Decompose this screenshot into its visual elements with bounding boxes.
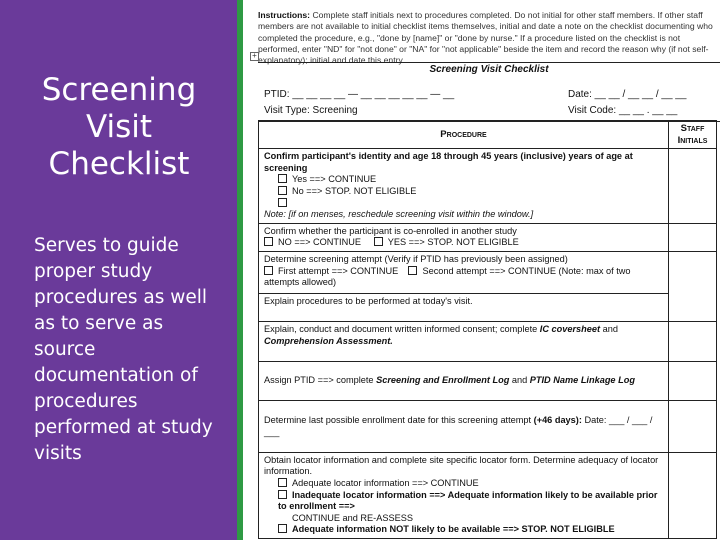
enrollment-date-text: Determine last possible enrollment date for this screening attempt [264,415,534,426]
form-header [258,62,720,122]
enrollment-date-cell [259,401,669,452]
initials-cell[interactable] [669,361,717,401]
slide-title: Screening Visit Checklist [41,72,197,182]
inadequate-locator-label: Inadequate locator information ==> Adequate information likely to be available prior to enrollment ==> [278,489,658,512]
initials-cell[interactable] [669,321,717,361]
procedure-header: Procedure [259,121,669,149]
visit-code-field: Visit Code: __ __ . __ __ [568,105,678,116]
checkbox-icon[interactable] [278,490,287,499]
coenrolled-no-option[interactable] [264,237,361,247]
identity-blank-option[interactable] [264,198,663,210]
initials-cell[interactable] [669,401,717,452]
initials-cell[interactable] [669,251,717,321]
initials-cell[interactable] [669,223,717,251]
ptid-linkage-log-text: PTID Name Linkage Log [529,375,635,386]
enrollment-days-text: (+46 days): [533,415,582,426]
attempt-text: Determine screening attempt (Verify if PTID has previously been assigned) [264,253,568,264]
form-title: Screening Visit Checklist [429,64,549,75]
table-row [259,251,717,321]
coenrolled-text: Confirm whether the participant is co-enrolled in another study [264,225,517,236]
table-row [259,361,717,401]
enrollment-date-field[interactable]: Date: ___ / ___ / ___ [264,415,653,437]
table-row [259,149,717,224]
accent-bar [237,0,243,540]
ptid-field: PTID: __ __ __ __ — __ __ __ __ __ — __ [264,89,455,100]
first-attempt-label: First attempt ==> CONTINUE [278,265,399,276]
visit-type-field: Visit Type: Screening [264,105,358,116]
identity-yes-option[interactable] [264,174,663,186]
assign-ptid-cell [259,361,669,401]
not-likely-label: Adequate information NOT likely to be available ==> STOP. NOT ELIGIBLE [292,524,615,535]
identity-text: Confirm participant's identity and age 18 through 45 years (inclusive) years of age at screening [264,151,633,173]
coenrolled-no-label: NO ==> CONTINUE [278,237,361,248]
coenrolled-cell [259,223,669,251]
slide-left-panel [0,0,237,540]
identity-no-option[interactable] [264,186,663,198]
checkbox-icon[interactable] [278,524,287,533]
locator-text: Obtain locator information and complete site specific locator form. Determine adequacy of locator information. [264,454,659,477]
consent-text: Explain, conduct and document written informed consent; complete [264,323,540,334]
checkbox-icon[interactable] [264,237,273,246]
identity-yes-label: Yes ==> CONTINUE [292,174,377,185]
procedure-table [258,120,717,539]
checkbox-icon[interactable] [374,237,383,246]
adequate-locator-option[interactable] [264,478,663,490]
instructions-block [258,10,720,66]
checkbox-icon[interactable] [278,186,287,195]
enrollment-log-text: Screening and Enrollment Log [376,375,510,386]
table-row [259,321,717,361]
checkbox-icon[interactable] [408,266,417,275]
expand-plus-icon[interactable]: + [250,52,259,61]
reassess-label: CONTINUE and RE-ASSESS [292,512,414,523]
consent-and-text: and [600,323,618,334]
second-attempt-label: Second attempt ==> CONTINUE (Note: max of two attempts allowed) [264,265,631,288]
initials-cell[interactable] [669,149,717,224]
staff-initials-header: Staff Initials [669,121,717,149]
menses-note: Note: [if on menses, reschedule screening visit within the window.] [264,209,534,220]
table-row [259,223,717,251]
first-attempt-option[interactable] [264,266,398,276]
slide-description: Serves to guide proper study procedures as well as to serve as source documentation of procedures performed at study visits [34,235,213,464]
table-row [259,401,717,452]
adequate-locator-label: Adequate locator information ==> CONTINUE [292,478,479,489]
table-row [259,452,717,538]
explain-procedures-text: Explain procedures to be performed at today's visit. [264,295,473,306]
instructions-text: Complete staff initials next to procedures completed. Do not initial for other staff members. If other staff members are not available to initial checklist items themselves, initial and date a note on the checklist documenting who completed the procedure, e.g., "done by [name]" or "done by nurse." If a procedure listed on the checklist is not performed, enter "ND" for "not done" or "NA" for "not applicable" beside the item and record the reason why (if not self-explanatory); initial and date this entry. [258,10,713,66]
locator-cell [259,452,669,538]
identity-cell [259,149,669,224]
checkbox-icon[interactable] [264,266,273,275]
ic-coversheet-text: IC coversheet [539,323,601,334]
assign-ptid-and-text: and [509,375,530,386]
checklist-document [252,10,720,535]
row-divider [259,293,668,294]
coenrolled-yes-label: YES ==> STOP. NOT ELIGIBLE [387,237,519,248]
checkbox-icon[interactable] [278,478,287,487]
inadequate-locator-option[interactable] [264,490,663,513]
assign-ptid-text: Assign PTID ==> complete [264,375,377,386]
identity-no-label: No ==> STOP. NOT ELIGIBLE [292,185,417,196]
attempt-cell [259,251,669,321]
table-header-row [259,121,717,149]
instructions-label: Instructions: [258,10,311,20]
date-field: Date: __ __ / __ __ / __ __ [568,89,687,100]
initials-cell[interactable] [669,452,717,538]
checkbox-icon[interactable] [278,198,287,207]
comprehension-assessment-text: Comprehension Assessment. [264,335,393,346]
consent-cell [259,321,669,361]
not-likely-option[interactable] [264,524,663,536]
coenrolled-yes-option[interactable] [374,237,519,247]
checkbox-icon[interactable] [278,174,287,183]
